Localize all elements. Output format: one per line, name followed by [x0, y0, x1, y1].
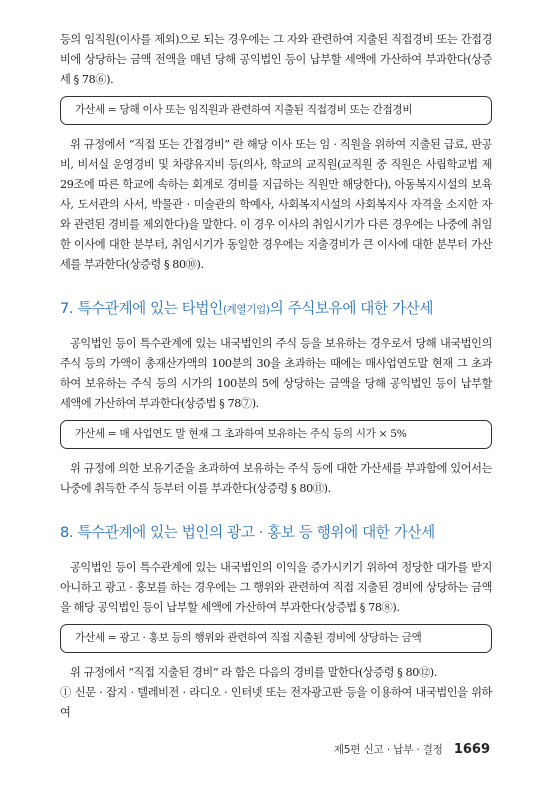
paragraph: 공익법인 등이 특수관계에 있는 내국법인의 주식 등을 보유하는 경우로서 당해 내국법인의 주식 등의 가액이 총재산가액의 100분의 30을 초과하는 때에는 매사업연도말 현재 그 초과하여 보유하는 주식 등의 시가의 100분의 5에 상당하는 금액을 당해 공익법인 등이 납부할 세액에 가산하여 부과한다(상증법 § 78⑦). — [60, 337, 492, 410]
list-item: ① 신문 · 잡지 · 텔레비전 · 라디오 · 인터넷 또는 전자광고판 등을 이용하여 내국법인을 위하여 — [60, 686, 492, 719]
formula-box: 가산세 = 매 사업연도 말 현재 그 초과하여 보유하는 주식 등의 시가 × 5% — [60, 420, 492, 449]
paragraph: 위 규정에서 “직접 지출된 경비” 라 함은 다음의 경비를 말한다(상증령 § 80⑫). — [70, 666, 437, 679]
paragraph: 위 규정에서 “직접 또는 간접경비” 란 해당 이사 또는 임 · 직원을 위하여 지출된 급료, 판공비, 비서실 운영경비 및 차량유지비 등(의사, 학교의 교직원(교직원 중 직원은 사립학교법 제29조에 따른 학교에 속하는 회계로 경비를 지급하는 직원만 해당한다), 아동복지시설의 보육사, 도서관의 사서, 박물관 · 미술관의 학예사, 사회복지시설의 사회복지사 자격을 소지한 자와 관련된 경비를 제외한다)을 말한다. 이 경우 이사의 취임시기가 다른 경우에는 나중에 취임한 이사에 대한 분부터, 취임시기가 동일한 경우에는 지출경비가 큰 이사에 대한 분부터 가산세를 부과한다(상증령 § 80⑩). — [60, 138, 492, 271]
paragraph: 공익법인 등이 특수관계에 있는 내국법인의 이익을 증가시키기 위하여 정당한 대가를 받지 아니하고 광고 · 홍보를 하는 경우에는 그 행위와 관련하여 직접 지출된 경비에 상당하는 금액을 해당 공익법인 등이 납부할 세액에 가산하여 부과한다(상증법 § 78⑧). — [60, 561, 492, 614]
page-footer — [334, 738, 490, 757]
section-heading-7 — [60, 297, 492, 318]
page-content — [60, 30, 492, 723]
page-number: 1669 — [453, 742, 490, 757]
section-heading-8: 8. 특수관계에 있는 법인의 광고 · 홍보 등 행위에 대한 가산세 — [60, 524, 435, 541]
heading-subtext: (계열기업) — [222, 304, 270, 316]
footer-section-label: 제5편 신고 · 납부 · 결정 — [333, 744, 443, 756]
paragraph: 등의 임직원(이사를 제외)으로 되는 경우에는 그 자와 관련하여 지출된 직접경비 또는 간접경비에 상당하는 금액 전액을 매년 당해 공익법인 등이 납부할 세액에 가산하여 부과한다(상증세 § 78⑥). — [60, 33, 492, 86]
paragraph: 위 규정에 의한 보유기준을 초과하여 보유하는 주식 등에 대한 가산세를 부과함에 있어서는 나중에 취득한 주식 등부터 이를 부과한다(상증령 § 80⑪). — [60, 462, 492, 495]
formula-box: 가산세 = 당해 이사 또는 임직원과 관련하여 지출된 직접경비 또는 간접경비 — [60, 96, 492, 125]
heading-text: 의 주식보유에 대한 가산세 — [269, 300, 434, 317]
heading-text: 7. 특수관계에 있는 타법인 — [60, 300, 223, 317]
formula-box: 가산세 = 광고 · 홍보 등의 행위와 관련하여 직접 지출된 경비에 상당하는 금액 — [60, 624, 492, 653]
